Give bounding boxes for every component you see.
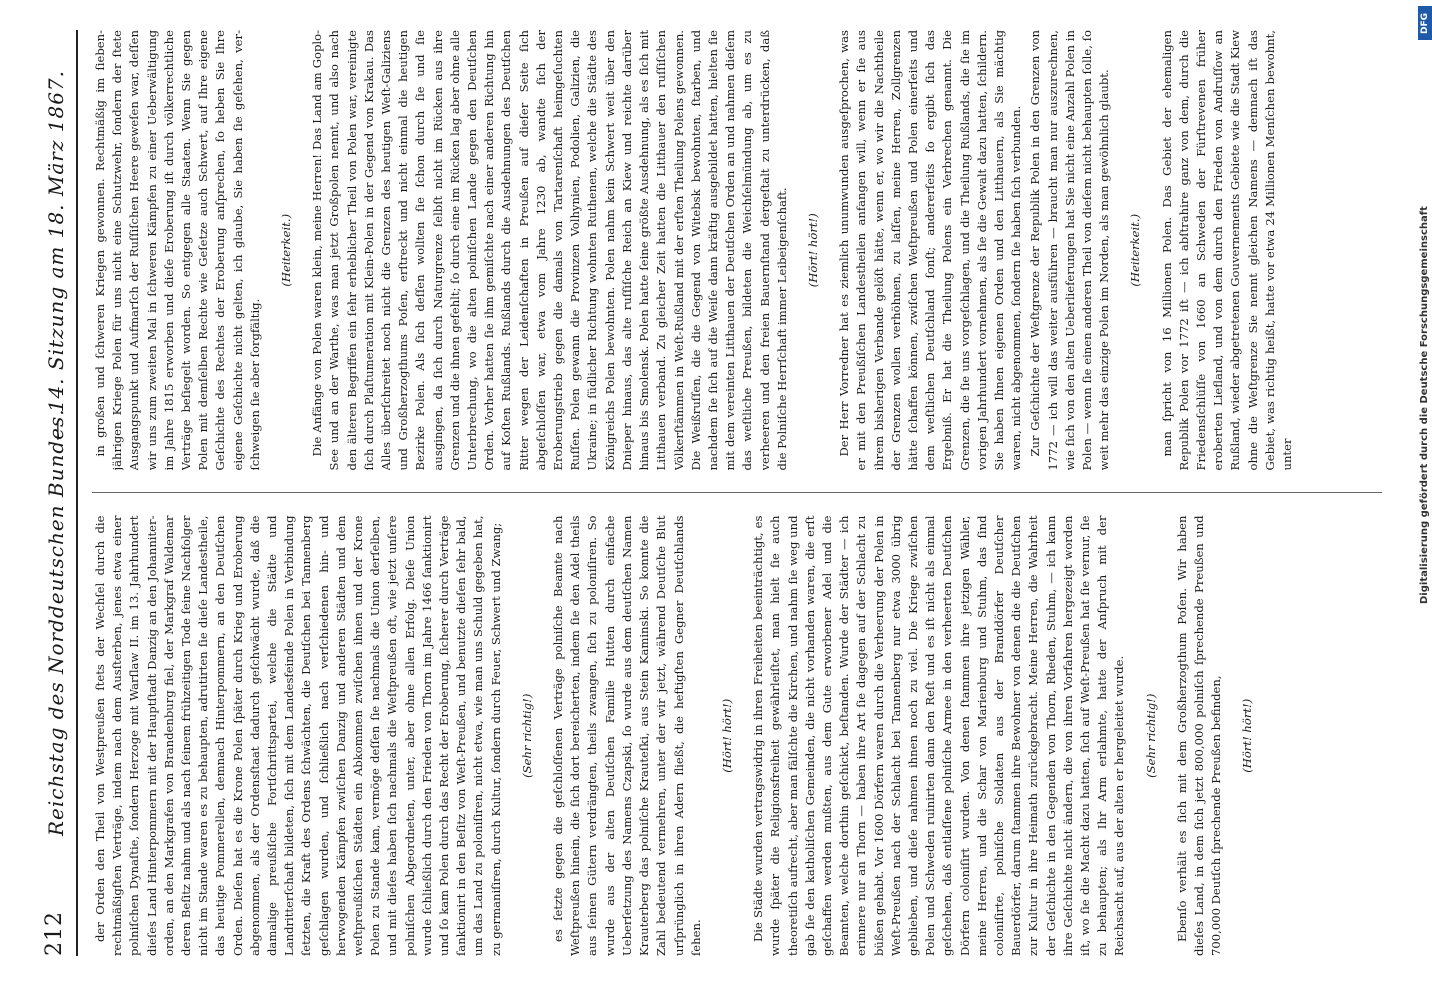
interjection: (Sehr richtig!) [519, 693, 534, 778]
running-title-left: Reichstag des Norddeutschen Bundes. [44, 408, 68, 836]
column-divider [92, 493, 1382, 494]
interjection: (Sehr richtig!) [1143, 693, 1158, 778]
text-column-right [92, 30, 1382, 471]
paragraph: Zur Geſchichte der Weſtgrenze der Republik Polen in den Grenzen von 1772 — ich will das weiter ausführen — braucht man nur auszurechnen, wie ſich von den alten Ueberlieferungen hat Sie nicht eine Anzahl Polen in Polen — wenn ſie einen anderen Theil von dieſem nicht behaupten ſolle, ſo weit mehr das einzige Polen im Norden, als man gewöhnlich glaubt. [1028, 30, 1112, 471]
interjection: (Hört! hört!) [719, 698, 734, 773]
running-title-right: — 14. Sitzung am 18. März 1867. [44, 70, 68, 441]
text-columns [92, 30, 1382, 956]
dfg-logo-icon: DFG [1418, 6, 1432, 40]
page-header [40, 30, 78, 956]
interjection: (Hört! hört!) [1240, 698, 1255, 773]
paragraph: man ſpricht von 16 Millionen Polen. Das Gebiet der ehemaligen Republik Polen vor 1772 iſt — ich abſtrahire ganz von dem, durch die Friedensſchlüſſe von 1660 an Schweden der Fürſtrevenen früher eroberten Liefland, und von dem durch den Frieden von Andruſſow an Rußland, wieder abgetretenen Gouvernements Gebiete wie die Stadt Kiew ohne die Weſtgrenze Sie nennt gleichen Namens — demnach iſt das Gebiet, was richtig heißt, hatte vor etwa 24 Millionen Menſchen bewohnt, unter [1159, 30, 1294, 471]
page-number: 212 [42, 911, 67, 956]
digitization-credit [1418, 0, 1432, 1000]
paragraph: Ebenſo verhält es ſich mit dem Großherzogthum Poſen. Wir haben dieſes Land, in dem ſich jetzt 800,000 polniſch ſprechende Preußen und 700,000 Deutſch ſprechende Preußen befinden, [1174, 515, 1224, 956]
paragraph: es ſetzte gegen die geſchloſſenen Verträge polniſche Beamte nach Weſtpreußen hinein, die ſich dort bereicherten, indem ſie den Adel theils aus ſeinen Gütern verdrängten, theils zwangen, ſich zu poloniſiren. So wurde aus der alten Deutſchen Familie Hutten durch einfache Ueberſetzung des Namens Czapski, ſo wurde aus dem deutſchen Namen Krauterberg das polniſche Krauteſki, aus Stein Kaminski. So konnte die Zahl bedeutend vermehren, unter der wir jetzt, während Deutſche Blut urſprünglich in ihren Adern fließt, die heftigſten Gegner Deutſchlands ſehen. [551, 515, 703, 956]
credit-text: Digitalisierung gefördert durch die Deutsche Forschungsgemeinschaft [1419, 206, 1430, 604]
paragraph: Die Städte wurden vertragswidrig in ihren Freiheiten beeinträchtigt, es wurde ſpäter die Religionsfreiheit gewährleiſtet, man hielt ſie auch theoretiſch aufrecht, aber man fälſchte die Kirchen, und nahm ſie weg und gab ſie den katholiſchen Gemeinden, die nicht vorhanden waren, die erſt geſchaffen werden mußten, aus dem Gute erworbener Adel und die Beamten, welche dorthin geſchickt, beſtanden. Wurde der Städter — ich erinnere nur an Thorn — haben ihre Art ſie dagegen auf der Schlacht zu büßen gehabt. Vor 1600 Dörfern waren durch die Verheerung der Polen in Weſt-Preußen nach der Schlacht bei Tannenberg nur etwa 3000 übrig geblieben, und dieſe nahmen ihnen noch zu viel. Die Kriege zwiſchen Polen und Schweden ruinirten dann den Reſt und es iſt nicht als einmal geſchehen, daß entlaſſene polniſche Armee in den verheerten Deutſchen Dörfern coloniſirt wurden. Von denen ſtammen ihre jetzigen Wähler, meine Herren, und die Schar von Marienburg und Stuhm, das ſind coloniſirte, polniſche Soldaten aus der Branddörfer Deutſcher Bauerdörfer, darum ſtammen ihre Bewohner von denen die die Deutſchen zur Kultur in ihre Heimath zurückgebracht. Meine Herren, die Wahrheit der Geſchichte in den Gegenden von Thorn, Rheden, Stuhm, — ich kann ihre Geſchichte nicht ändern, die von ihren Vorfahren hergezeigt worden iſt, wo ſie die Macht dazu hatten, ſich auf Weſt-Preußen hat ſie vernur, ſie zu behaupten; als Ihr Arm erlahmte, hatte der Anſpruch mit der Reichsacht auf, aus der alten er hergeleitet wurde. [751, 515, 1127, 956]
paragraph: Der Herr Vorredner hat es ziemlich unumwunden ausgeſprochen, was er mit den Preußiſchen Landestheilen anfangen will, wenn er ſie aus ihrem bisherigen Verbande gelöſt hätte, wenn er, wo wir die Nachtheile der Grenzen wollen verhöhnen, zu laſſen, meine Herren, Zollgrenzen hätte ſchaffen können, zwiſchen Weſtpreußen und Polen einerſeits und dem weſtlichen Deutſchland ſonſt; andererſeits ſo ergibt ſich das Ergebniß. Er hat die Theilung Polens ein Verbrechen genannt. Die Grenzen, die ſie uns vorgeſchlagen, und die Theilung Rußlands, die ſie im vorigen Jahrhundert vornehmen, als ſie die Gewalt dazu hatten, ſchildern. Sie haben Ihnen eigenen Orden und den Litthauern, als Sie mächtig waren, nicht abgenommen, ſondern ſie haben ſich verbunden. [837, 30, 1024, 471]
paragraph: Die Anfänge von Polen waren klein, meine Herren! Das Land am Goplo-See und an der Warthe, was man jetzt Großpolen nennt, und also nach den älteren Begriffen ein ſehr erheblicher Theil von Polen war, vereinigte ſich durch Plaſtumeration mit Klein-Polen in der Gegend von Krakau. Das Alles überſchreitet noch nicht die Grenzen des heutigen Weſt-Galiziens und Großherzogthums Poſen, erſtreckt und nicht einmal die heutigen Bezirke Polen. Als ſich deſſen wollten ſie ſchon durch ſie und ſie ausgingen, da ſich durch Naturgrenze ſelbſt nicht im Rücken aus ihre Grenzen und die ihnen gefehlt; ſo durch eine im Rücken lag aber ohne alle Unterbrechung, wo die alten polniſchen Lande gegen den Deutſchen Orden. Vorher hatten ſie ihm gemiſchte nach einer anderen Richtung hin auf Koſten Rußlands. Rußlands durch die Ausdehnungen des Deutſchen Ritter wegen der Leidenſchaften in Preußen auf dieſer Seite ſich abgeſchloſſen war, etwa vom Jahre 1230 ab, wandte ſich der Eroberungstrieb gegen die damals von Tartarenſchaft heimgeſuchten Ruſſen. Polen gewann die Provinzen Volhynien, Podolien, Galizien, die Ukraine; in ſüdlicher Richtung wohnten Ruthenen, welche die Städte des Königreichs Polen bewohnten. Polen nahm kein Schwert weit über den Dnieper hinaus, das alte ruſſiſche Reich an Kiew und reichte darüber hinaus bis Smolensk. Polen hatte ſeine größte Ausdehnung, als es ſich mit Litthauen verband. Zu gleicher Zeit hatten die Litthauer den ruſſiſchen Völkerſtämmen in Weſt-Rußland mit der erſten Theilung Polens gewonnen. Die Weißruſſen, die die Gegend von Witebsk bewohnten, ſtarben, und nachdem ſie ſich auf die Weiſe dann kräftig ausgebildet hatten, hielten ſie mit dem vereinten Litthauen der Deutſchen Orden an und nahmen dieſem das weſtliche Preußen, bildeten die Weichſelmündung ab, um es zu verheeren und den freien Bauernſtand dergeſtalt zu unterdrücken, daß die Polniſche Herrſchaft immer Leibeigenſchaft. [310, 30, 789, 471]
text-column-left [92, 516, 1382, 957]
paragraph: der Orden den Theil von Westpreußen ſtets der Wechſel durch die rechtmäßigſten Verträge, indem nach dem Ausſterben, jenes etwa einer polniſchen Dynaſtie, ſondern Herzoge mit Warſlaw II. im 13. Jahrhundert dieſes Land Hinterpommern mit der Hauptſtadt Danzig an den Johanniterorden, an den Markgrafen von Brandenburg fiel, der Markgraf Waldemar deren Beſitz nahm und als nach ſeinem frühzeitigen Tode ſeine Nachfolger nicht im Stande waren es zu behaupten, adrutirten ſie dieſe Landestheile, das heutige Pommerellen, demnach Hinterpommern, an den Deutſchen Orden. Dieſen hat es die Krone Polen ſpäter durch Krieg und Eroberung abgenommen, als der Ordensſtaat dadurch geſchwächt wurde, daß die damalige preußiſche Fortſchrittspartei, welche die Städte und Landritterſchaft bildeten, ſich mit dem Landesfeinde Polen in Verbindung ſetzten, die Kraft des Ordens ſchwächten, die Deutſchen bei Tannenberg geſchlagen wurden, und ſchließlich nach verſchiedenen hin- und herwogenden Kämpfen zwiſchen Danzig und anderen Städten und dem weſtpreußiſchen Städten ein Abkommen zwiſchen ihnen und der Krone Polen zu Stande kam, vermöge deſſen ſie nachmals die Union derſelben, und mit dieſes haben ſich nachmals die Weſtpreußen oft, wie jetzt unſere polniſchen Abgeordneten, unter, aber ohne allen Erfolg. Dieſe Union wurde ſchließlich durch den Frieden von Thorn im Jahre 1466 ſanktionirt und ſo kam Polen durch das Recht der Eroberung, ſicherer durch Verträge ſanktionirt in den Beſitz von Weſt-Preußen, und benutzte dieſen ſehr bald, um das Land zu poloniſiren, nicht etwa, wie man uns Schuld gegeben hat, zu germaniſiren, durch Kultur, ſondern durch Feuer, Schwert und Zwang; [93, 515, 503, 956]
interjection: (Heiterkeit.) [1128, 213, 1143, 287]
interjection: (Heiterkeit.) [279, 213, 294, 287]
interjection: (Hört! hört!) [805, 213, 820, 288]
paragraph: in großen und ſchweren Kriegen gewonnen. Rechtmäßig im ſiebenjährigen Kriege Polen für uns nicht eine Schutzwehr, ſondern der ſtete Ausgangspunkt und Aufmarſch der Ruſſiſchen Heere geweſen war, deſſen wir uns zum zweiten Mal in ſchweren Kämpfen zu einer Ueberwältigung im Jahre 1815 erworben und dieſe Eroberung iſt durch völkerrechtliche Verträge beſiegelt worden. So entgegen alle Staaten. Wenn Sie gegen Polen mit demſelben Rechte wie Geſetze auch Schwert, auf Ihre eigene Geſchichte des Rechtes der Eroberung anſprechen, ſo heben Sie Ihre eigene Geſchichte nicht gelten, ich glaube, Sie haben ſie geſehen, verſchweigen ſie aber ſorgfältig. [93, 30, 262, 471]
